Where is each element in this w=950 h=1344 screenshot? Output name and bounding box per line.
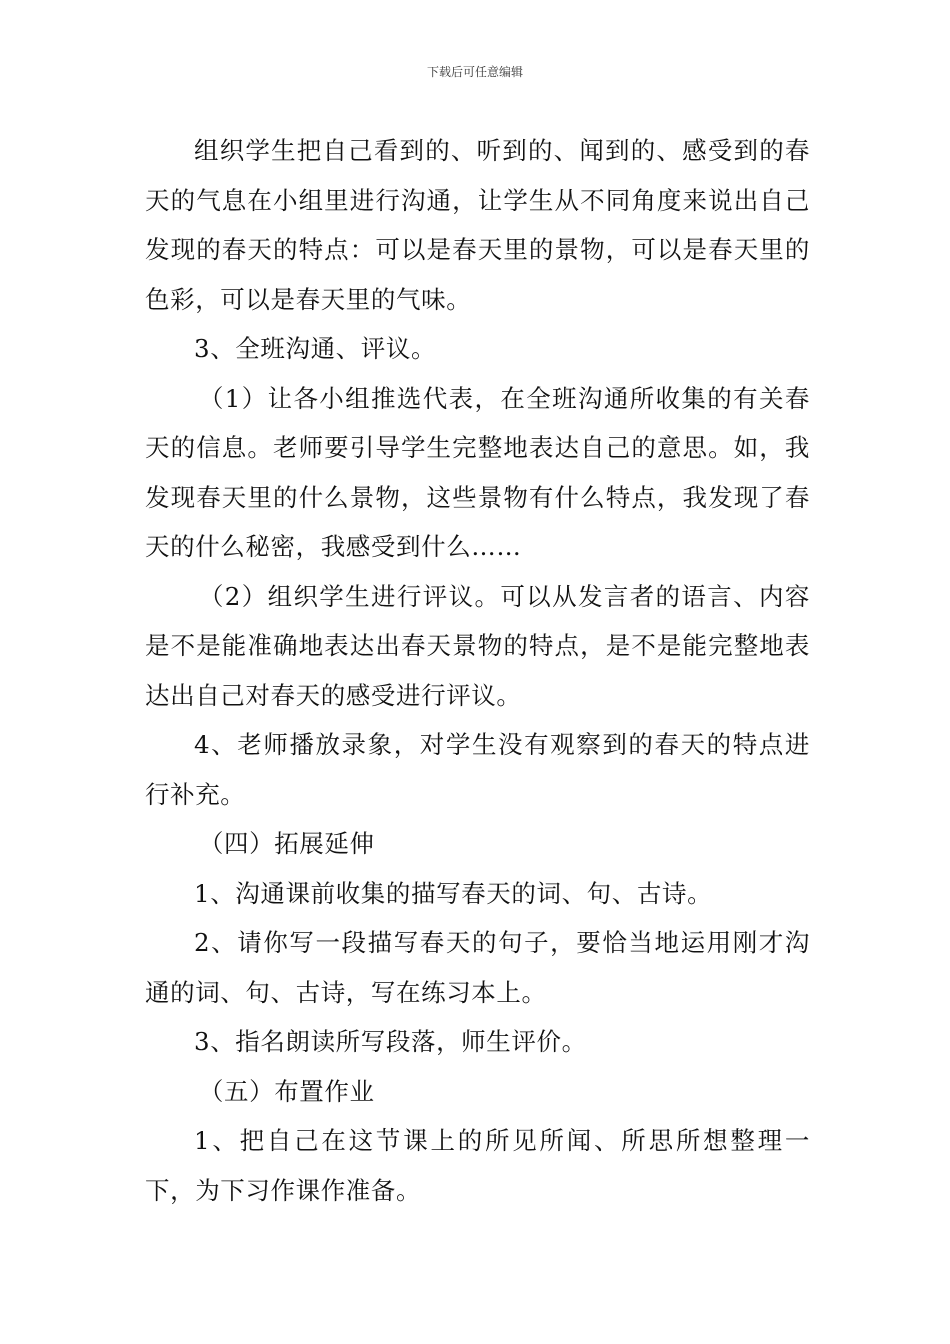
section-heading-homework: （五）布置作业	[198, 1076, 375, 1106]
paragraph-extension-1: 1、沟通课前收集的描写春天的词、句、古诗。	[194, 878, 713, 908]
section-heading-extension: （四）拓展延伸	[198, 829, 375, 858]
paragraph-extension-2: 2、请你写一段描写春天的句子，要恰当地运用刚才沟通的词、句、古诗，写在练习本上。	[145, 928, 810, 1007]
page-header: 下载后可任意编辑	[426, 65, 523, 79]
paragraph-homework-1: 1、把自己在这节课上的所见所闻、所思所想整理一下，为下习作课作准备。	[145, 1126, 810, 1205]
paragraph-step-4: 4、老师播放录象，对学生没有观察到的春天的特点进行补充。	[145, 730, 810, 809]
paragraph-extension-3: 3、指名朗读所写段落，师生评价。	[194, 1027, 587, 1056]
document-body	[145, 126, 810, 1215]
paragraph-step-3: 3、全班沟通、评议。	[194, 334, 437, 363]
paragraph-step-3-1: （1）让各小组推选代表，在全班沟通所收集的有关春天的信息。老师要引导学生完整地表达自己的意思。如，我发现春天里的什么景物，这些景物有什么特点，我发现了春天的什么秘密，我感受到什么……	[145, 383, 810, 561]
paragraph-group-discussion: 组织学生把自己看到的、听到的、闻到的、感受到的春天的气息在小组里进行沟通，让学生从不同角度来说出自己发现的春天的特点：可以是春天里的景物，可以是春天里的色彩，可以是春天里的气味。	[145, 136, 810, 314]
paragraph-step-3-2: （2）组织学生进行评议。可以从发言者的语言、内容是不是能准确地表达出春天景物的特点，是不是能完整地表达出自己对春天的感受进行评议。	[145, 581, 810, 710]
